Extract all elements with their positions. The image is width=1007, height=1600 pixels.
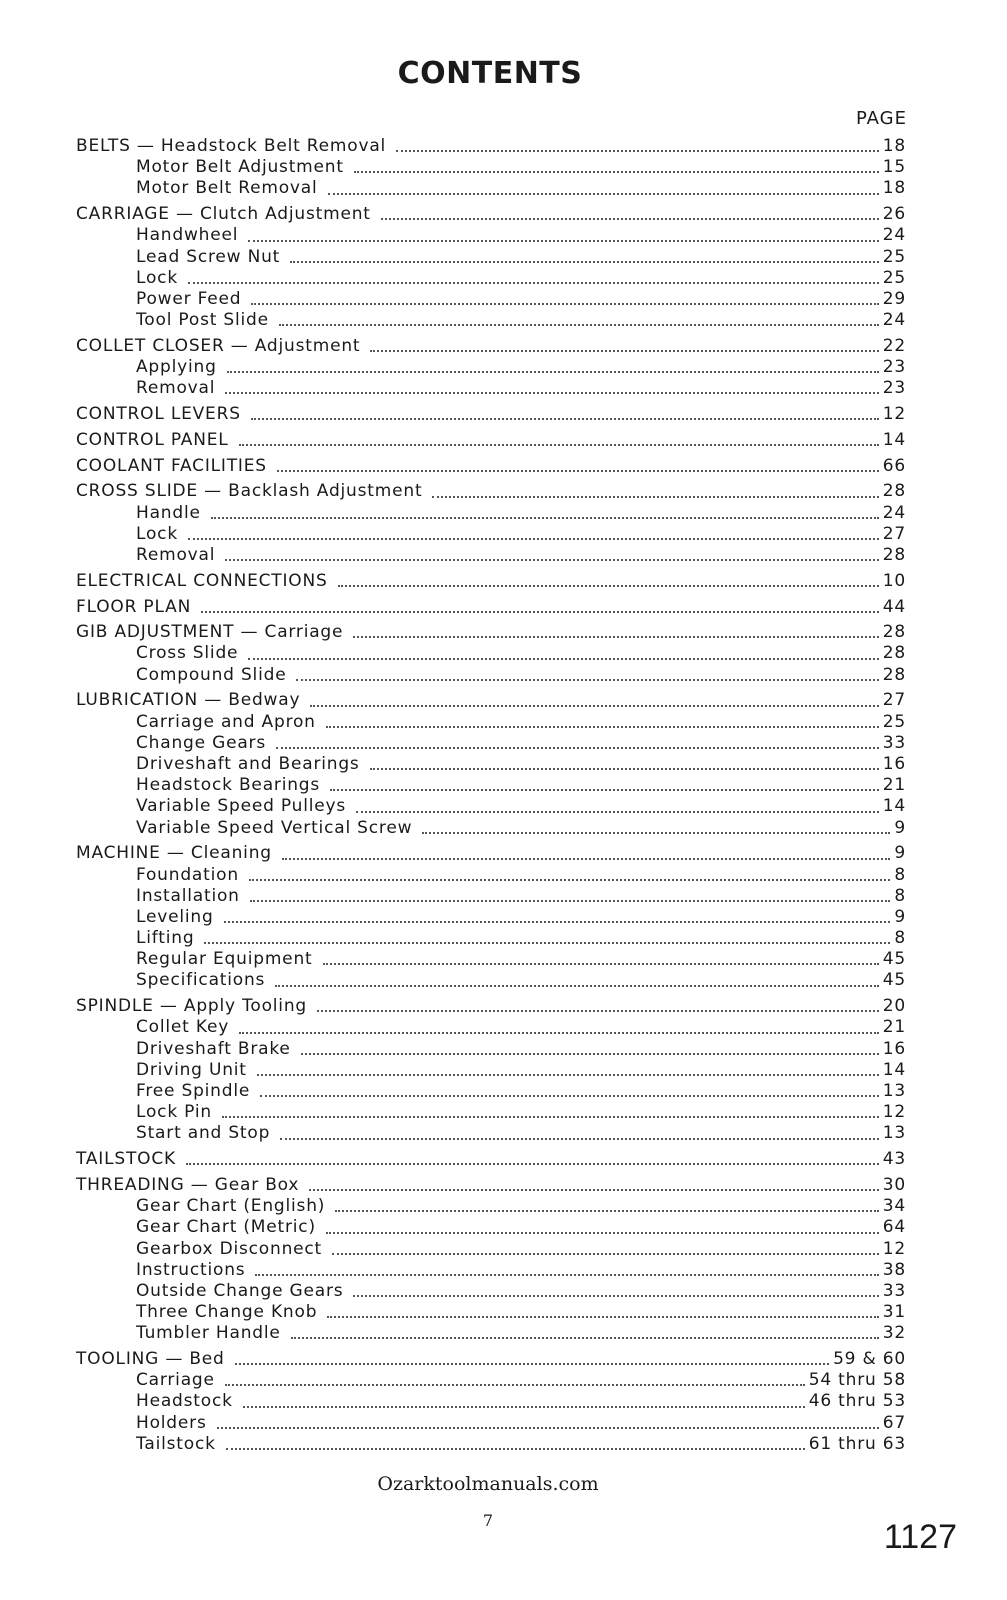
- toc-entry: [76, 733, 906, 754]
- toc-entry: [76, 775, 906, 796]
- toc-entry: [76, 268, 906, 289]
- toc-entry-page: 12: [882, 1102, 906, 1123]
- toc-entry-label: Foundation: [136, 864, 239, 885]
- toc-entry-page: 31: [882, 1302, 906, 1323]
- dot-leader: [353, 1295, 878, 1297]
- dot-leader: [251, 418, 879, 420]
- page-title: CONTENTS: [397, 56, 583, 91]
- toc-entry: [76, 336, 906, 357]
- toc-entry-page: 25: [882, 246, 906, 267]
- dot-leader: [309, 1189, 879, 1191]
- toc-entry-page: 9: [894, 843, 906, 864]
- toc-entry: [76, 1413, 906, 1434]
- toc-entry: [76, 928, 906, 949]
- dot-leader: [188, 538, 879, 540]
- toc-entry-page: 45: [882, 949, 906, 970]
- toc-entry-label: THREADING — Gear Box: [76, 1174, 300, 1195]
- dot-leader: [291, 1337, 879, 1339]
- toc-entry-label: Removal: [136, 378, 216, 399]
- page-column-label: PAGE: [855, 108, 907, 129]
- toc-entry-page: 32: [882, 1323, 906, 1344]
- toc-entry-page: 24: [882, 225, 906, 246]
- toc-entry-label: Lock: [136, 523, 178, 544]
- toc-entry-label: CONTROL LEVERS: [76, 404, 241, 425]
- toc-entry: [76, 712, 906, 733]
- toc-entry: [76, 524, 906, 545]
- corner-page-number: 1127: [883, 1518, 957, 1556]
- toc-entry-page: 8: [894, 885, 906, 906]
- toc-entry-label: Lock Pin: [136, 1102, 212, 1123]
- toc-entry-label: Compound Slide: [136, 664, 287, 685]
- dot-leader: [332, 1253, 879, 1255]
- dot-leader: [227, 371, 879, 373]
- toc-entry-page: 14: [882, 429, 906, 450]
- toc-entry-page: 18: [882, 136, 906, 156]
- toc-entry-page: 12: [882, 404, 906, 425]
- toc-entry-label: Power Feed: [136, 288, 242, 309]
- toc-entry-label: Tumbler Handle: [136, 1323, 281, 1344]
- toc-entry: [76, 1017, 906, 1038]
- toc-entry-label: Lock: [136, 267, 178, 288]
- dot-leader: [248, 240, 878, 242]
- dot-leader: [422, 832, 890, 834]
- dot-leader: [188, 282, 879, 284]
- toc-entry-page: 18: [882, 178, 906, 199]
- toc-entry: [76, 503, 906, 524]
- dot-leader: [222, 1116, 879, 1118]
- toc-entry: [76, 456, 906, 477]
- toc-entry-page: 9: [894, 906, 906, 927]
- toc-entry-label: Holders: [136, 1412, 207, 1433]
- toc-entry: [76, 225, 906, 246]
- toc-entry: [76, 1434, 906, 1455]
- toc-entry-label: TOOLING — Bed: [76, 1349, 225, 1370]
- toc-entry-page: 28: [882, 544, 906, 565]
- dot-leader: [276, 747, 879, 749]
- toc-entry-page: 10: [882, 570, 906, 591]
- dot-leader: [353, 636, 878, 638]
- toc-entry: [76, 1217, 906, 1238]
- dot-leader: [275, 985, 879, 987]
- toc-entry-page: 12: [882, 1238, 906, 1259]
- toc-entry-label: Handwheel: [136, 225, 239, 246]
- toc-entry-label: BELTS — Headstock Belt Removal: [76, 136, 387, 156]
- toc-entry-label: Driveshaft and Bearings: [136, 754, 360, 774]
- toc-entry-label: MACHINE — Cleaning: [76, 843, 272, 864]
- toc-entry-label: Cross Slide: [136, 643, 239, 664]
- toc-entry-page: 14: [882, 796, 906, 817]
- toc-entry: [76, 1281, 906, 1302]
- dot-leader: [327, 1316, 878, 1318]
- toc-entry-page: 44: [882, 596, 906, 617]
- toc-entry-label: Lead Screw Nut: [136, 246, 281, 267]
- toc-entry: [76, 378, 906, 399]
- dot-leader: [225, 559, 878, 561]
- toc-entry-page: 14: [882, 1059, 906, 1080]
- toc-entry: [76, 1260, 906, 1281]
- toc-entry: [76, 597, 906, 618]
- dot-leader: [290, 261, 879, 263]
- toc-entry-page: 16: [882, 1038, 906, 1059]
- toc-entry: [76, 754, 906, 775]
- toc-entry-page: 23: [882, 378, 906, 399]
- toc-entry: [76, 204, 906, 225]
- dot-leader: [239, 444, 879, 446]
- dot-leader: [249, 879, 890, 881]
- toc-entry: [76, 1102, 906, 1123]
- dot-leader: [326, 726, 879, 728]
- toc-entry: [76, 665, 906, 686]
- toc-entry-label: Lifting: [136, 928, 195, 949]
- toc-entry-page: 24: [882, 310, 906, 331]
- toc-entry-label: Carriage and Apron: [136, 711, 316, 732]
- dot-leader: [328, 193, 879, 195]
- toc-entry-page: 28: [882, 643, 906, 664]
- toc-entry-label: Tailstock: [136, 1433, 216, 1454]
- dot-leader: [250, 900, 891, 902]
- toc-entry-page: 33: [882, 732, 906, 753]
- toc-entry: [76, 818, 906, 839]
- toc-entry-page: 15: [882, 157, 906, 178]
- toc-entry-label: Specifications: [136, 970, 266, 991]
- toc-entry: [76, 136, 906, 157]
- toc-entry-label: COOLANT FACILITIES: [76, 455, 267, 476]
- dot-leader: [354, 171, 879, 173]
- toc-entry: [76, 1081, 906, 1102]
- toc-entry: [76, 865, 906, 886]
- toc-entry: [76, 796, 906, 817]
- toc-entry: [76, 843, 906, 864]
- dot-leader: [370, 768, 879, 770]
- toc-entry: [76, 545, 906, 566]
- toc-entry: [76, 247, 906, 268]
- dot-leader: [260, 1095, 879, 1097]
- toc-entry-page: 13: [882, 1081, 906, 1101]
- dot-leader: [225, 392, 878, 394]
- toc-entry-page: 8: [894, 864, 906, 885]
- toc-entry: [76, 430, 906, 451]
- toc-entry: [76, 481, 906, 502]
- toc-entry-label: CARRIAGE — Clutch Adjustment: [76, 204, 371, 225]
- dot-leader: [280, 1138, 879, 1140]
- toc-entry: [76, 1323, 906, 1344]
- toc-entry: [76, 1239, 906, 1260]
- dot-leader: [296, 679, 878, 681]
- toc-entry-label: Gearbox Disconnect: [136, 1238, 323, 1259]
- toc-entry: [76, 690, 906, 711]
- toc-entry-label: Tool Post Slide: [136, 310, 269, 331]
- toc-entry-page: 8: [894, 928, 906, 949]
- toc-entry: [76, 1391, 906, 1412]
- toc-entry-page: 28: [882, 622, 906, 643]
- toc-entry: [76, 949, 906, 970]
- toc-entry: [76, 289, 906, 310]
- toc-entry-page: 21: [882, 1017, 906, 1038]
- table-of-contents: [76, 136, 906, 1455]
- footer-page-number: 7: [482, 1511, 494, 1530]
- toc-entry-label: Variable Speed Pulleys: [136, 796, 347, 817]
- toc-entry-page: 21: [882, 775, 906, 796]
- dot-leader: [257, 1074, 879, 1076]
- toc-entry-page: 13: [882, 1123, 906, 1144]
- dot-leader: [204, 942, 890, 944]
- toc-entry-label: Handle: [136, 502, 201, 523]
- toc-entry-page: 25: [882, 711, 906, 732]
- toc-entry-page: 24: [882, 502, 906, 523]
- toc-entry-label: COLLET CLOSER — Adjustment: [76, 335, 361, 356]
- toc-entry-page: 46 thru 53: [808, 1391, 906, 1412]
- dot-leader: [370, 350, 878, 352]
- toc-entry: [76, 643, 906, 664]
- toc-entry-page: 61 thru 63: [808, 1433, 906, 1454]
- toc-entry-page: 66: [882, 455, 906, 476]
- dot-leader: [243, 1406, 805, 1408]
- toc-entry-page: 27: [882, 690, 906, 711]
- toc-entry: [76, 1302, 906, 1323]
- dot-leader: [279, 324, 879, 326]
- dot-leader: [317, 1010, 879, 1012]
- toc-entry-label: Headstock: [136, 1391, 233, 1412]
- dot-leader: [335, 1210, 879, 1212]
- dot-leader: [282, 858, 891, 860]
- toc-entry-page: 54 thru 58: [808, 1370, 906, 1391]
- toc-entry-page: 9: [894, 817, 906, 838]
- toc-entry-label: Three Change Knob: [136, 1302, 318, 1323]
- toc-entry-label: Removal: [136, 544, 216, 565]
- toc-entry: [76, 907, 906, 928]
- dot-leader: [255, 1274, 878, 1276]
- toc-entry: [76, 1039, 906, 1060]
- dot-leader: [211, 517, 879, 519]
- toc-entry-page: 28: [882, 481, 906, 502]
- dot-leader: [330, 789, 879, 791]
- toc-entry-page: 23: [882, 357, 906, 378]
- toc-entry-page: 27: [882, 523, 906, 544]
- toc-entry-label: Motor Belt Removal: [136, 178, 318, 199]
- toc-entry-page: 20: [882, 996, 906, 1017]
- toc-entry-page: 29: [882, 288, 906, 309]
- toc-entry-label: Collet Key: [136, 1017, 230, 1038]
- toc-entry-label: ELECTRICAL CONNECTIONS: [76, 570, 328, 591]
- toc-entry-page: 30: [882, 1174, 906, 1195]
- toc-entry-label: Gear Chart (Metric): [136, 1217, 316, 1238]
- toc-entry-label: Motor Belt Adjustment: [136, 157, 344, 178]
- toc-entry-label: Outside Change Gears: [136, 1280, 344, 1301]
- toc-entry-label: Carriage: [136, 1370, 215, 1391]
- toc-entry-label: Leveling: [136, 906, 214, 927]
- dot-leader: [432, 496, 878, 498]
- toc-entry: [76, 622, 906, 643]
- dot-leader: [310, 705, 878, 707]
- dot-leader: [239, 1032, 879, 1034]
- toc-entry-label: Driveshaft Brake: [136, 1038, 291, 1059]
- toc-entry-label: Applying: [136, 357, 217, 378]
- toc-entry-label: FLOOR PLAN: [76, 596, 192, 617]
- dot-leader: [396, 150, 879, 152]
- toc-entry-label: CROSS SLIDE — Backlash Adjustment: [76, 481, 423, 502]
- toc-entry-label: TAILSTOCK: [76, 1149, 176, 1170]
- dot-leader: [338, 585, 879, 587]
- toc-entry-label: Driving Unit: [136, 1059, 247, 1080]
- toc-entry-page: 28: [882, 664, 906, 685]
- toc-entry-label: Instructions: [136, 1259, 246, 1280]
- dot-leader: [225, 1384, 805, 1386]
- toc-entry: [76, 1175, 906, 1196]
- dot-leader: [217, 1427, 879, 1429]
- toc-entry-page: 25: [882, 267, 906, 288]
- dot-leader: [226, 1448, 805, 1450]
- dot-leader: [248, 658, 878, 660]
- toc-entry: [76, 1370, 906, 1391]
- toc-entry: [76, 571, 906, 592]
- dot-leader: [235, 1363, 829, 1365]
- toc-entry-page: 64: [882, 1217, 906, 1238]
- toc-entry: [76, 1123, 906, 1144]
- toc-entry: [76, 157, 906, 178]
- toc-entry-label: Free Spindle: [136, 1081, 251, 1101]
- toc-entry-label: Gear Chart (English): [136, 1196, 326, 1217]
- toc-entry: [76, 1060, 906, 1081]
- toc-entry-page: 45: [882, 970, 906, 991]
- toc-entry-page: 22: [882, 335, 906, 356]
- toc-entry: [76, 996, 906, 1017]
- toc-entry-label: GIB ADJUSTMENT — Carriage: [76, 622, 344, 643]
- dot-leader: [381, 218, 879, 220]
- dot-leader: [186, 1163, 879, 1165]
- toc-entry: [76, 1149, 906, 1170]
- toc-entry-page: 33: [882, 1280, 906, 1301]
- dot-leader: [323, 963, 879, 965]
- toc-entry-label: Headstock Bearings: [136, 775, 321, 796]
- dot-leader: [356, 811, 879, 813]
- toc-entry: [76, 1196, 906, 1217]
- dot-leader: [251, 303, 878, 305]
- toc-entry: [76, 1349, 906, 1370]
- dot-leader: [224, 921, 891, 923]
- toc-entry: [76, 310, 906, 331]
- dot-leader: [326, 1232, 879, 1234]
- toc-entry: [76, 886, 906, 907]
- toc-entry: [76, 178, 906, 199]
- dot-leader: [301, 1053, 879, 1055]
- dot-leader: [277, 470, 879, 472]
- dot-leader: [201, 611, 879, 613]
- toc-entry-label: SPINDLE — Apply Tooling: [76, 996, 307, 1017]
- toc-entry-label: CONTROL PANEL: [76, 429, 229, 450]
- toc-entry-page: 16: [882, 754, 906, 774]
- toc-entry-page: 59 & 60: [833, 1349, 906, 1370]
- toc-entry-label: Change Gears: [136, 732, 266, 753]
- toc-entry: [76, 404, 906, 425]
- toc-entry-label: Regular Equipment: [136, 949, 313, 970]
- toc-entry-label: LUBRICATION — Bedway: [76, 690, 301, 711]
- toc-entry-label: Start and Stop: [136, 1123, 271, 1144]
- toc-entry-page: 43: [882, 1149, 906, 1170]
- toc-entry-label: Variable Speed Vertical Screw: [136, 817, 413, 838]
- toc-entry: [76, 970, 906, 991]
- toc-entry-label: Installation: [136, 885, 240, 906]
- toc-entry-page: 26: [882, 204, 906, 225]
- footer-website: Ozarktoolmanuals.com: [377, 1473, 599, 1495]
- toc-entry: [76, 357, 906, 378]
- toc-entry-page: 34: [882, 1196, 906, 1217]
- toc-entry-page: 67: [882, 1412, 906, 1433]
- toc-entry-page: 38: [882, 1259, 906, 1280]
